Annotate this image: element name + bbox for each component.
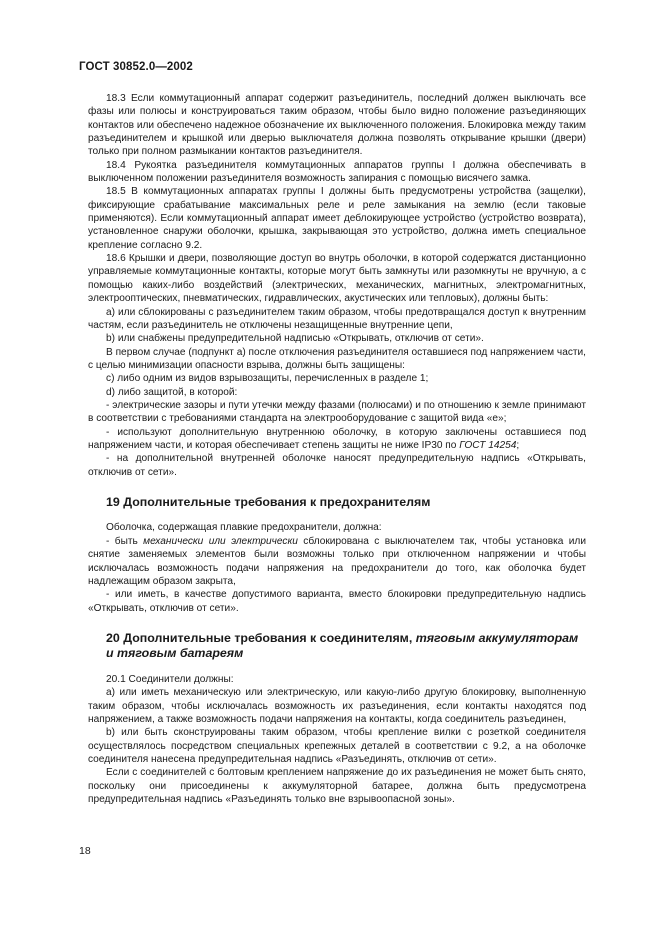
section-19-dash-lead: - быть — [106, 535, 144, 547]
section-19-title: 19 Дополнительные требования к предохранителям — [106, 494, 431, 509]
spacer — [88, 662, 586, 673]
spacer — [88, 510, 586, 521]
spacer — [88, 615, 586, 631]
gost-reference: ГОСТ 14254 — [459, 439, 517, 451]
spacer — [88, 479, 586, 495]
paragraph-first-case: В первом случае (подпункт а) после отключения разъединителя оставшиеся под напряжением части, с целью минимизации опасности взрыва, должны быть защищены: — [88, 346, 586, 371]
page-content — [88, 92, 586, 806]
list-item-d: d) либо защитой, в которой: — [106, 386, 238, 398]
section-20-bolted-connectors: Если с соединителей с болтовым креплением напряжение до их разъединения не может быть снято, поскольку они присоединены к аккумуляторной батарее, должна быть предусмотрена предупредительная надпись «Разъединять только вне взрывоопасной зоны». — [88, 767, 586, 805]
section-20-item-b: b) или быть сконструированы таким образом, чтобы крепление вилки с розеткой соединителя осуществлялось посредством специальных крепежных деталей в соответствии с 9.2, а на оболочке соединителя нанесена предупредительная надпись «Разъединять, отключив от сети». — [88, 727, 586, 765]
page-number: 18 — [79, 845, 91, 857]
dash-item-inner-enclosure-text: - используют дополнительную внутреннюю оболочку, в которую заключены оставшиеся под напряжением части, и которая обеспечивает степень защиты не ниже IP30 по — [88, 426, 586, 451]
section-20-title-italic: тяговым аккумуляторам и тяговым батареям — [106, 630, 579, 661]
section-19-dash-rest: сблокирована с выключателем так, чтобы установка или снятие заменяемых элементов были возможны только при отключенном напряжении и чтобы исключалась возможность подачи напряжения на предохранители до того, как оболочка будет надлежащим образом закрыта, — [88, 535, 586, 587]
paragraph-20-1: 20.1 Соединители должны: — [106, 673, 234, 685]
section-20-title — [88, 631, 586, 662]
paragraph-18-3: 18.3 Если коммутационный аппарат содержит разъединитель, последний должен выключать все фазы или полюсы и конструироваться таким образом, чтобы было видно положение разъединяющих контактов или обеспечено надежное обозначение их выключенного положения. Блокировка между таким разъединителем и крышкой или дверью выключателя должна позволять открывание крышки (двери) только при полном размыкании контактов разъединителя. — [88, 93, 586, 158]
gost-reference-tail: ; — [516, 439, 520, 451]
list-item-a: a) или сблокированы с разъединителем таким образом, чтобы предотвращался доступ к внутренним частям, если разъединитель не отключены незащищенные внутренние цепи, — [88, 306, 586, 331]
section-20-title-plain: 20 Дополнительные требования к соединителям, — [106, 630, 416, 645]
list-item-c: c) либо одним из видов взрывозащиты, перечисленных в разделе 1; — [106, 373, 429, 385]
dash-item-clearances: - электрические зазоры и пути утечки между фазами (полюсами) и по отношению к земле принимают в соответствии с требованиями стандарта на электрооборудование с защитой вида «е»; — [88, 399, 586, 425]
paragraph-18-4: 18.4 Рукоятка разъединителя коммутационных аппаратов группы I должна обеспечивать в выключенном положении разъединителя возможность запирания с помощью висячего замка. — [88, 159, 586, 185]
paragraph-18-5: 18.5 В коммутационных аппаратах группы I должны быть предусмотрены устройства (защелки), фиксирующие срабатывание максимальных реле и реле замыкания на землю (если таковые применяются). Если коммутационный аппарат имеет деблокирующее устройство (устройство возврата), установленное снаружи оболочки, крышка, закрывающая это устройство, должна иметь специальное крепление согласно 9.2. — [88, 186, 586, 251]
section-19-dash-warning: - или иметь, в качестве допустимого варианта, вместо блокировки предупредительную надпись «Открывать, отключив от сети». — [88, 589, 586, 614]
section-19-intro: Оболочка, содержащая плавкие предохранители, должна: — [106, 522, 382, 534]
dash-item-warning-label: - на дополнительной внутренней оболочке наносят предупредительную надпись «Открывать, отключив от сети». — [88, 453, 586, 478]
document-header: ГОСТ 30852.0—2002 — [79, 61, 193, 73]
section-19-emphasis: механически или электрически — [143, 535, 298, 547]
list-item-b: b) или снабжены предупредительной надписью «Открывать, отключив от сети». — [106, 333, 484, 345]
section-19-dash-interlock — [88, 535, 586, 588]
paragraph-18-6: 18.6 Крышки и двери, позволяющие доступ во внутрь оболочки, в которой содержатся дистанционно управляемые коммутационные контакты, которые могут быть замкнуты или разомкнуты не вручную, а с помощью каких-либо воздействий (электрических, механических, магнитных, электромагнитных, электрооптических, пневматических, гидравлических, акустических или тепловых), должны быть: — [88, 253, 586, 305]
dash-item-inner-enclosure — [88, 426, 586, 453]
section-20-item-a: a) или иметь механическую или электрическую, или какую-либо другую блокировку, выполненную таким образом, чтобы исключалась возможность их разъединения, если контакты находятся под напряжением, а также возможность подачи напряжения на контакты, когда соединитель разъединен, — [88, 687, 586, 725]
